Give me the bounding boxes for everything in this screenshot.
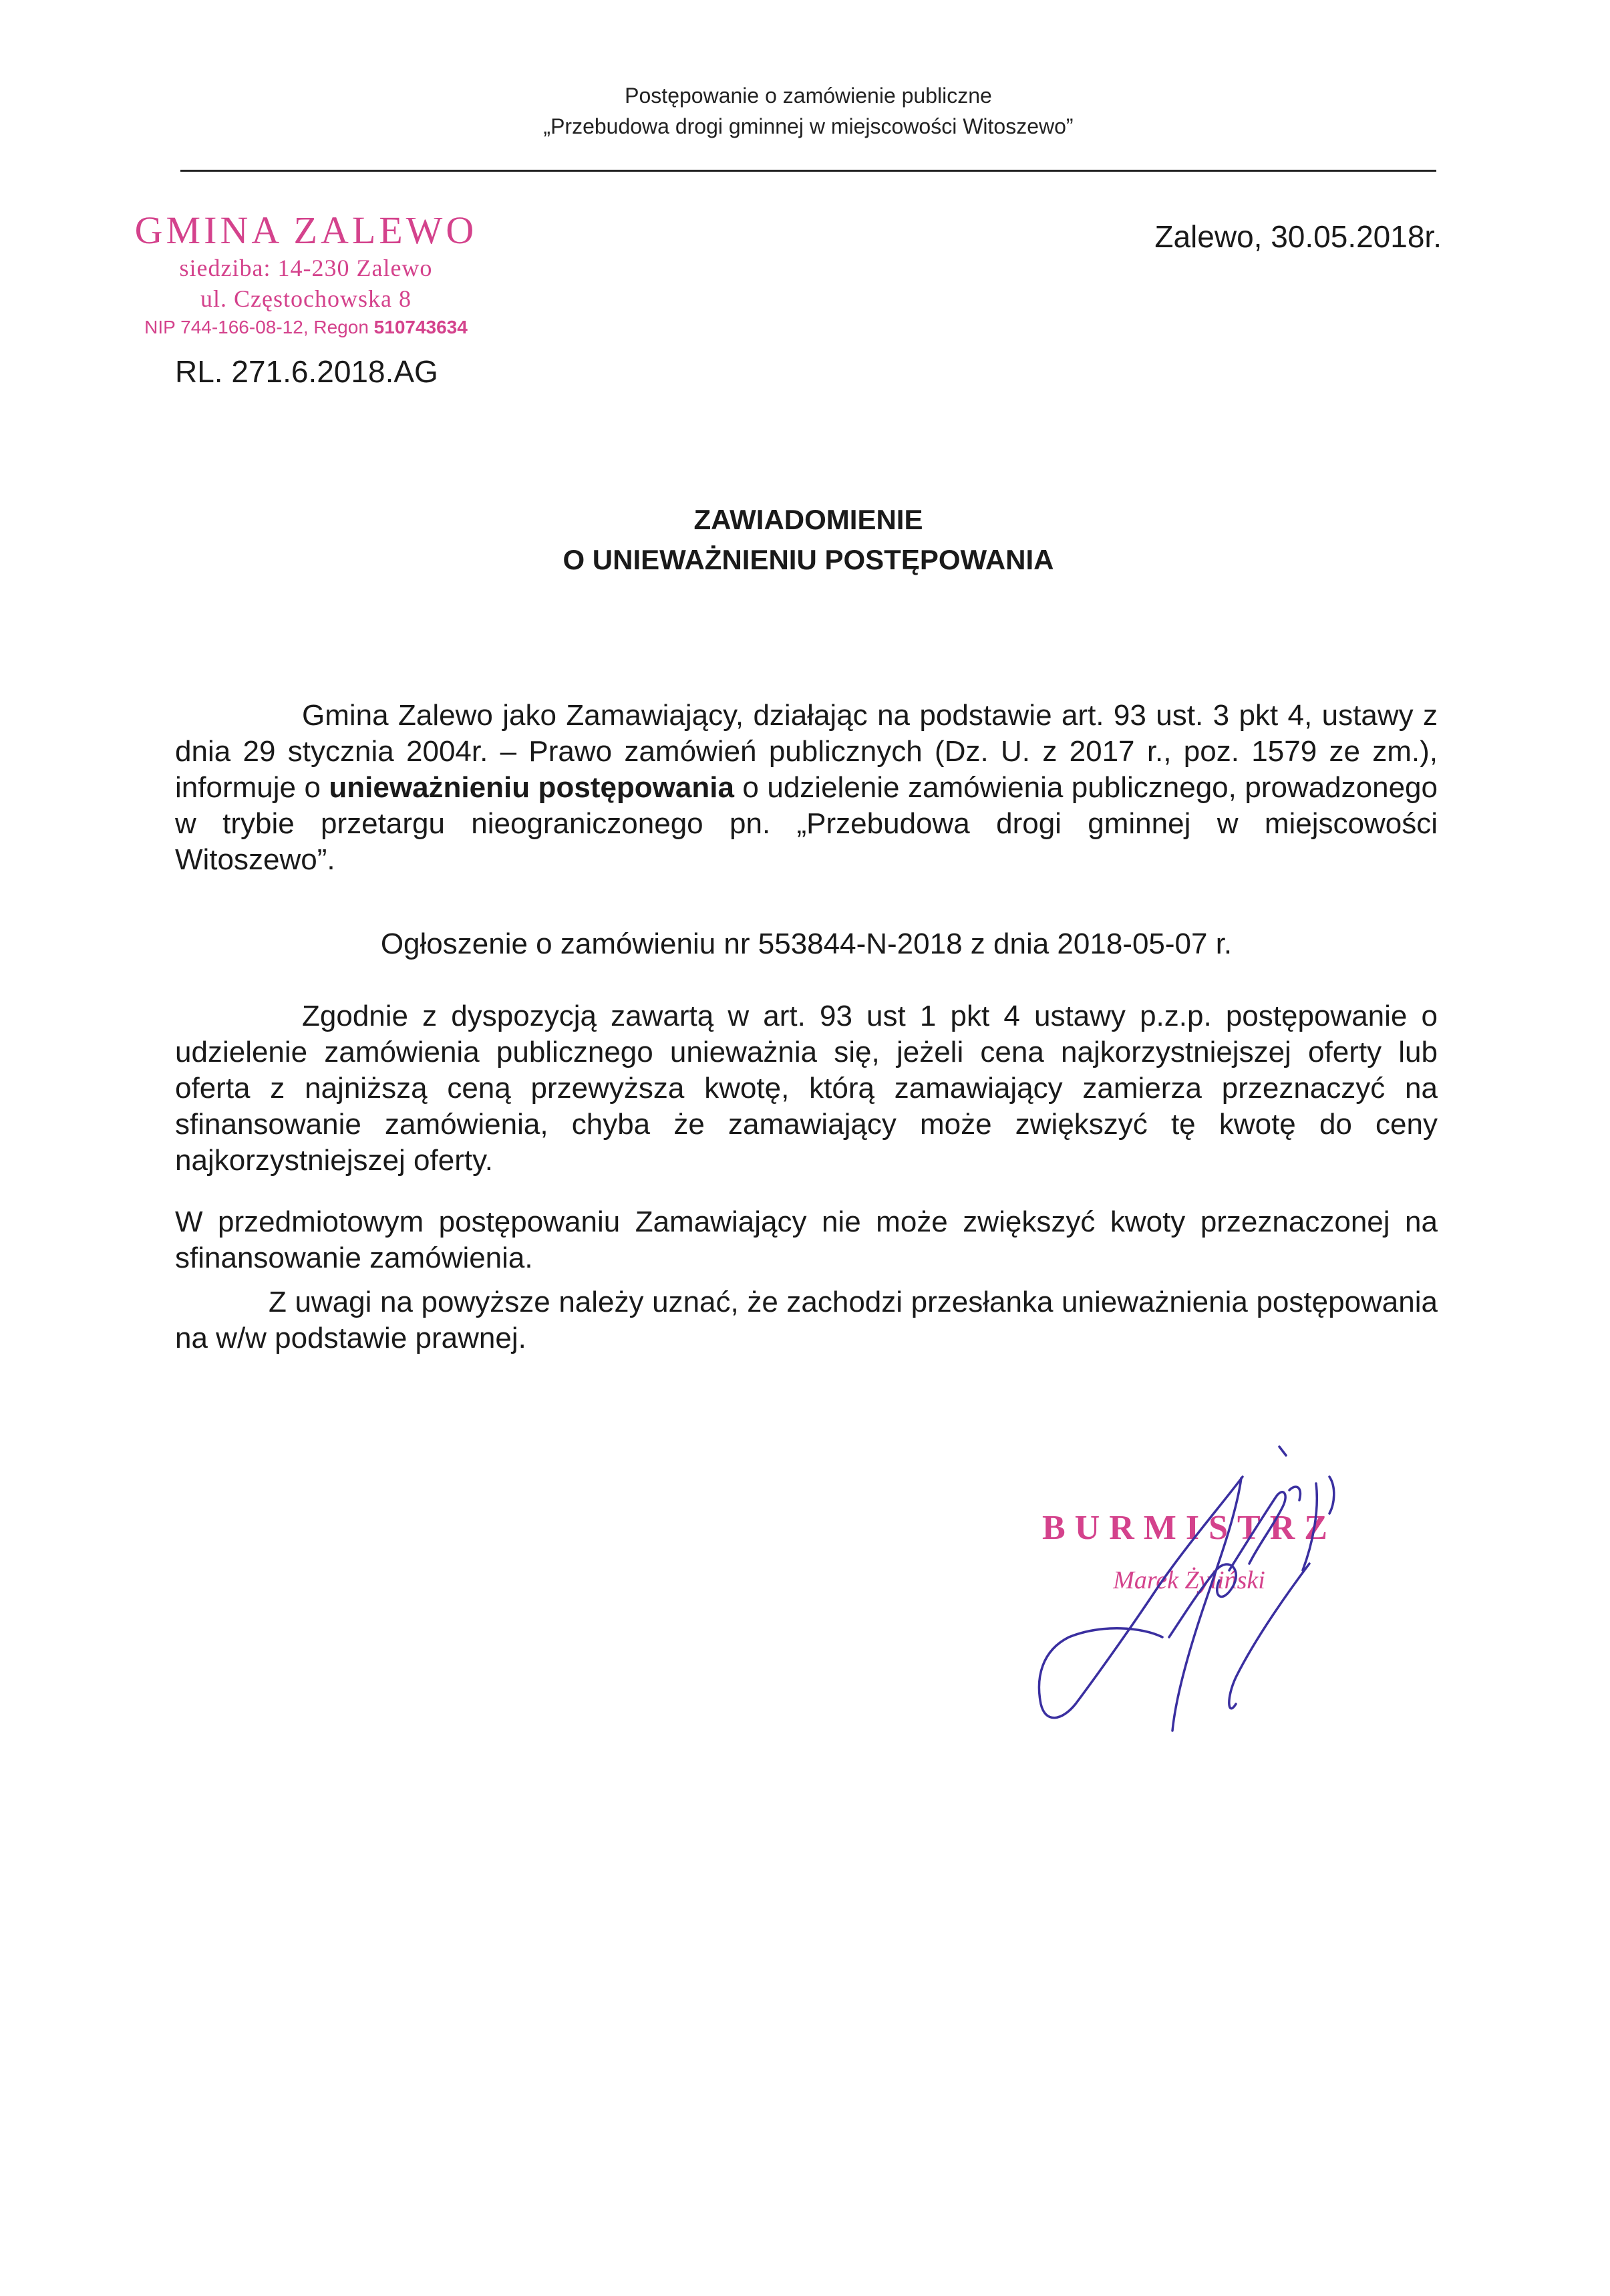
header-divider [180,170,1436,172]
document-header [180,80,1436,142]
stamp-regon: 510743634 [373,317,468,337]
handwritten-signature [1015,1437,1390,1757]
paragraph-3: Zgodnie z dyspozycją zawartą w art. 93 ust 1 pkt 4 ustawy p.z.p. postępowanie o udzielenie zamówienia publicznego unieważnia się, jeżeli cena najkorzystniejszej oferty lub oferta z najniższą ceną przewyższa kwotę, którą zamawiający zamierza przeznaczyć na sfinansowanie zamówienia, chyba że zamawiający może zwiększyć tę kwotę do ceny najkorzystniejszej oferty. [175,1000,1438,1177]
paragraph-1-part-b: o udzielenie zamówienia publicznego, prowadzonego w trybie przetargu nieograniczonego pn. „Przebudowa drogi gminnej w miejscowości Witoszewo”. [175,771,1438,876]
header-line-1: Postępowanie o zamówienie publiczne [625,84,992,108]
stamp-seat: siedziba: 14-230 Zalewo [179,255,433,281]
stamp-name: GMINA ZALEWO [134,208,478,252]
mayor-title: BURMISTRZ [1042,1509,1337,1547]
document-date: Zalewo, 30.05.2018r. [1154,219,1442,254]
paragraph-5: Z uwagi na powyższe należy uznać, że zachodzi przesłanka unieważnienia postępowania na w/w podstawie prawnej. [175,1286,1438,1354]
office-stamp [112,208,500,341]
reference-number: RL. 271.6.2018.AG [175,354,438,389]
stamp-street: ul. Częstochowska 8 [200,285,412,312]
stamp-nip-regon [112,314,500,341]
title-line-1: ZAWIADOMIENIE [693,504,923,535]
paragraph-4: W przedmiotowym postępowaniu Zamawiający nie może zwiększyć kwoty przeznaczonej na sfinansowanie zamówienia. [175,1205,1438,1274]
paragraph-1-part-a: Gmina Zalewo jako Zamawiający, działając na podstawie art. 93 ust. 3 pkt 4, ustawy z dnia 29 stycznia 2004r. – Prawo zamówień publicznych (Dz. U. z 2017 r., poz. 1579 ze zm.), informuje o [175,699,1438,804]
mayor-name: Marek Żyliński [1113,1566,1265,1594]
paragraph-1-bold: unieważnieniu postępowania [329,771,734,804]
notice-reference: Ogłoszenie o zamówieniu nr 553844-N-2018 z dnia 2018-05-07 r. [380,927,1233,960]
title-line-2: O UNIEWAŻNIENIU POSTĘPOWANIA [562,544,1054,575]
paragraph-1 [175,698,1438,878]
stamp-nip: NIP 744-166-08-12, Regon [144,317,374,337]
header-line-2: „Przebudowa drogi gminnej w miejscowości Witoszewo” [543,114,1074,138]
document-title [180,500,1436,580]
